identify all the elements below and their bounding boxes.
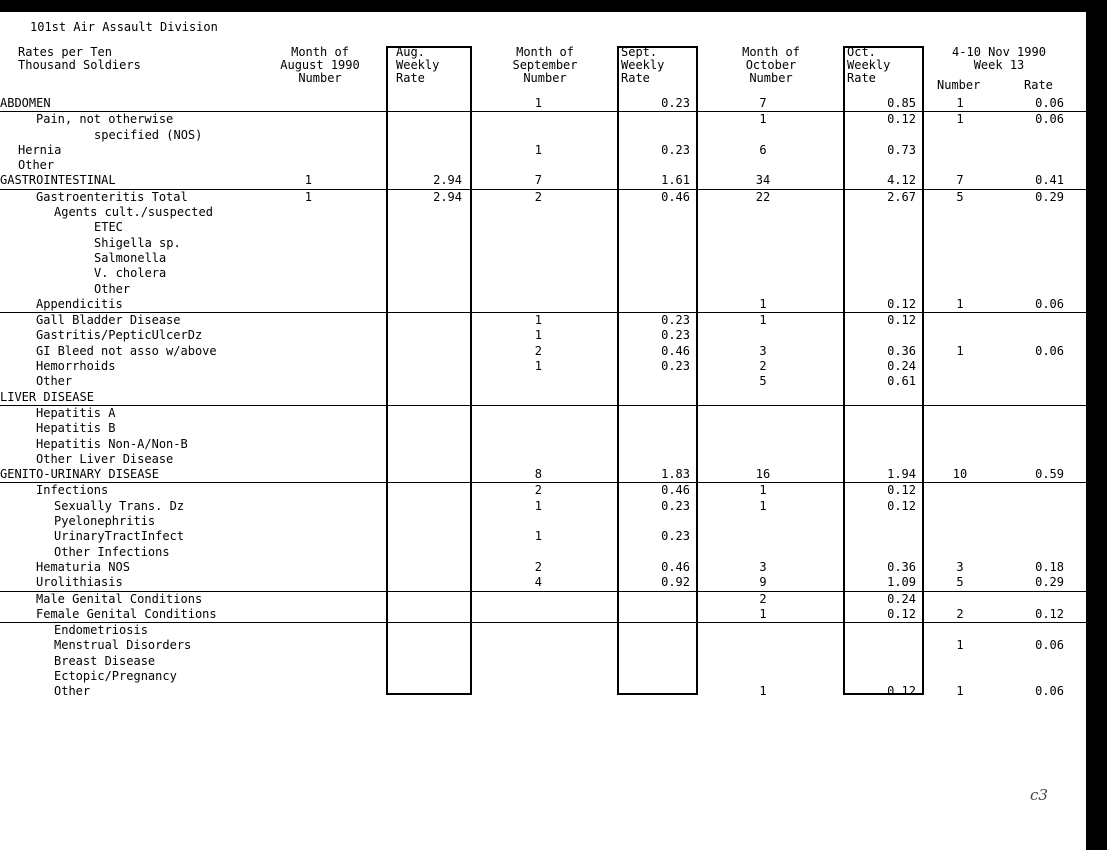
- row-label: Infections: [36, 483, 109, 498]
- row-label: ABDOMEN: [0, 96, 51, 110]
- cell-nov-rate: 0.06: [1035, 343, 1064, 358]
- table-row: [0, 607, 1086, 623]
- row-label: Endometriosis: [54, 623, 148, 638]
- row-label: Ectopic/Pregnancy: [54, 668, 177, 683]
- cell-sep-num: 2: [534, 559, 542, 574]
- cell-nov-num: 3: [956, 559, 964, 574]
- cell-oct-num: 6: [759, 142, 767, 157]
- row-label: Other Infections: [54, 544, 170, 559]
- cell-oct-rate: 0.12: [887, 684, 916, 699]
- row-label: Hemorrhoids: [36, 359, 116, 374]
- cell-oct-num: 5: [759, 374, 767, 389]
- cell-sep-rate: 0.46: [661, 559, 690, 574]
- cell-sep-num: 1: [534, 96, 542, 110]
- cell-nov-rate: 0.06: [1035, 96, 1064, 110]
- table-row: [0, 684, 1086, 699]
- table-row: [0, 96, 1086, 112]
- cell-oct-rate: 0.73: [887, 142, 916, 157]
- table-row: [0, 313, 1086, 328]
- cell-sep-rate: 0.46: [661, 483, 690, 498]
- header-nov-rate: Rate: [1024, 78, 1053, 92]
- cell-oct-rate: 0.12: [887, 296, 916, 311]
- row-label: GI Bleed not asso w/above: [36, 343, 217, 358]
- cell-oct-rate: 0.12: [887, 112, 916, 127]
- cell-sep-rate: 0.23: [661, 529, 690, 544]
- table-row: [0, 467, 1086, 483]
- table-row: [0, 499, 1086, 514]
- cell-oct-num: 3: [759, 343, 767, 358]
- table-row: [0, 421, 1086, 436]
- table-row: [0, 575, 1086, 591]
- cell-oct-num: 1: [759, 483, 767, 498]
- cell-sep-num: 2: [534, 189, 542, 204]
- cell-oct-num: 2: [759, 359, 767, 374]
- cell-nov-num: 1: [956, 96, 964, 110]
- table-row: [0, 374, 1086, 389]
- header-nov-title: 4-10 Nov 1990 Week 13: [952, 45, 1046, 72]
- row-label: Hematuria NOS: [36, 559, 130, 574]
- header-oct-rate: Oct. Weekly Rate: [847, 45, 891, 85]
- cell-nov-num: 10: [952, 467, 968, 482]
- cell-nov-num: 7: [956, 173, 964, 188]
- table-row: [0, 390, 1086, 406]
- row-label: Breast Disease: [54, 653, 156, 668]
- scan-top-border: [0, 0, 1107, 12]
- table-row: [0, 143, 1086, 158]
- cell-oct-num: 1: [759, 606, 767, 621]
- cell-oct-num: 3: [759, 559, 767, 574]
- cell-nov-rate: 0.06: [1035, 684, 1064, 699]
- row-label: Hepatitis B: [36, 421, 116, 436]
- cell-oct-rate: 0.12: [887, 498, 916, 513]
- table-row: [0, 560, 1086, 575]
- cell-oct-rate: 0.24: [887, 591, 916, 606]
- table-row: [0, 406, 1086, 421]
- table-row: [0, 452, 1086, 467]
- row-label: Hepatitis A: [36, 405, 116, 420]
- cell-nov-num: 5: [956, 189, 964, 204]
- cell-nov-rate: 0.18: [1035, 559, 1064, 574]
- cell-nov-rate: 0.41: [1035, 173, 1064, 188]
- header-sep-number: Month of September Number: [512, 45, 578, 85]
- row-label: ETEC: [94, 220, 123, 235]
- cell-oct-num: 9: [759, 575, 767, 590]
- table-row: [0, 297, 1086, 313]
- cell-sep-num: 2: [534, 483, 542, 498]
- cell-nov-num: 1: [956, 684, 964, 699]
- cell-oct-num: 1: [759, 498, 767, 513]
- table-row: [0, 344, 1086, 359]
- table-row: [0, 623, 1086, 638]
- row-label: Salmonella: [94, 250, 167, 265]
- row-label: GENITO-URINARY DISEASE: [0, 467, 159, 482]
- cell-oct-rate: 0.12: [887, 606, 916, 621]
- cell-oct-rate: 0.36: [887, 559, 916, 574]
- row-label: Agents cult./suspected: [54, 205, 213, 220]
- cell-sep-rate: 0.23: [661, 328, 690, 343]
- cell-nov-rate: 0.06: [1035, 112, 1064, 127]
- table-row: [0, 359, 1086, 374]
- cell-oct-num: 22: [755, 189, 771, 204]
- cell-nov-num: 1: [956, 296, 964, 311]
- table-row: [0, 220, 1086, 235]
- header-nov-number: Number: [937, 78, 981, 92]
- row-label: GASTROINTESTINAL: [0, 173, 116, 188]
- table-row: [0, 669, 1086, 684]
- cell-sep-rate: 0.23: [661, 313, 690, 328]
- table-row: [0, 205, 1086, 220]
- cell-sep-num: 1: [534, 529, 542, 544]
- row-label: Other: [54, 684, 91, 699]
- cell-sep-rate: 0.23: [661, 498, 690, 513]
- row-label: Other Liver Disease: [36, 451, 174, 466]
- cell-nov-rate: 0.29: [1035, 575, 1064, 590]
- table-row: [0, 266, 1086, 281]
- cell-sep-rate: 1.83: [661, 467, 690, 482]
- cell-oct-rate: 0.36: [887, 343, 916, 358]
- cell-oct-num: 1: [759, 112, 767, 127]
- cell-oct-num: 2: [759, 591, 767, 606]
- table-row: [0, 158, 1086, 173]
- cell-oct-num: 1: [759, 296, 767, 311]
- page-mark: c3: [1030, 786, 1048, 804]
- cell-sep-rate: 0.23: [661, 96, 690, 110]
- cell-sep-num: 1: [534, 328, 542, 343]
- cell-sep-rate: 1.61: [661, 173, 690, 188]
- row-label: Pain, not otherwise: [36, 112, 174, 127]
- table-row: [0, 545, 1086, 560]
- row-label: Sexually Trans. Dz: [54, 498, 185, 513]
- row-label: Pyelonephritis: [54, 514, 156, 529]
- cell-oct-num: 16: [755, 467, 771, 482]
- header-label: Rates per Ten Thousand Soldiers: [18, 45, 141, 72]
- header-oct-number: Month of October Number: [742, 45, 800, 85]
- cell-nov-rate: 0.06: [1035, 296, 1064, 311]
- table-row: [0, 282, 1086, 297]
- row-label: Gastritis/PepticUlcerDz: [36, 328, 203, 343]
- cell-sep-rate: 0.92: [661, 575, 690, 590]
- row-label: LIVER DISEASE: [0, 389, 94, 404]
- table-body: [0, 96, 1086, 700]
- cell-oct-rate: 0.12: [887, 483, 916, 498]
- table-row: [0, 128, 1086, 143]
- cell-aug-rate: 2.94: [433, 189, 462, 204]
- cell-sep-rate: 0.46: [661, 343, 690, 358]
- cell-nov-rate: 0.59: [1035, 467, 1064, 482]
- row-label: Other: [18, 158, 55, 173]
- table-row: [0, 529, 1086, 544]
- cell-sep-num: 1: [534, 359, 542, 374]
- row-label: Shigella sp.: [94, 235, 181, 250]
- row-label: Hepatitis Non-A/Non-B: [36, 436, 188, 451]
- header-aug-number: Month of August 1990 Number: [280, 45, 360, 85]
- row-label: Other: [36, 374, 73, 389]
- cell-sep-num: 4: [534, 575, 542, 590]
- row-label: Gall Bladder Disease: [36, 313, 181, 328]
- table-row: [0, 514, 1086, 529]
- cell-nov-num: 1: [956, 638, 964, 653]
- cell-oct-rate: 0.24: [887, 359, 916, 374]
- unit-title: 101st Air Assault Division: [30, 20, 218, 34]
- row-label: Urolithiasis: [36, 575, 123, 590]
- row-label: UrinaryTractInfect: [54, 529, 185, 544]
- cell-nov-rate: 0.06: [1035, 638, 1064, 653]
- cell-nov-rate: 0.29: [1035, 189, 1064, 204]
- cell-aug-num: 1: [304, 173, 312, 188]
- cell-oct-rate: 0.12: [887, 313, 916, 328]
- table-row: [0, 592, 1086, 607]
- cell-sep-num: 8: [534, 467, 542, 482]
- row-label: Male Genital Conditions: [36, 591, 203, 606]
- cell-oct-rate: 0.61: [887, 374, 916, 389]
- table-row: [0, 483, 1086, 498]
- table-row: [0, 437, 1086, 452]
- scan-right-border: [1086, 0, 1107, 850]
- row-label: Female Genital Conditions: [36, 606, 217, 621]
- table-row: [0, 236, 1086, 251]
- cell-sep-num: 1: [534, 142, 542, 157]
- cell-nov-num: 1: [956, 112, 964, 127]
- cell-sep-rate: 0.46: [661, 189, 690, 204]
- cell-sep-rate: 0.23: [661, 142, 690, 157]
- cell-oct-num: 34: [755, 173, 771, 188]
- cell-nov-rate: 0.12: [1035, 606, 1064, 621]
- table-row: [0, 112, 1086, 127]
- table-row: [0, 251, 1086, 266]
- table-row: [0, 328, 1086, 343]
- header-aug-rate: Aug. Weekly Rate: [396, 45, 440, 85]
- row-label: Appendicitis: [36, 296, 123, 311]
- table-row: [0, 190, 1086, 205]
- table-row: [0, 654, 1086, 669]
- header-sep-rate: Sept. Weekly Rate: [621, 45, 665, 85]
- cell-oct-num: 1: [759, 684, 767, 699]
- row-label: Hernia: [18, 142, 62, 157]
- table-row: [0, 173, 1086, 189]
- row-label: Other: [94, 281, 131, 296]
- cell-sep-num: 1: [534, 313, 542, 328]
- cell-nov-num: 1: [956, 343, 964, 358]
- cell-oct-num: 1: [759, 313, 767, 328]
- table-row: [0, 638, 1086, 653]
- cell-sep-num: 7: [534, 173, 542, 188]
- cell-nov-num: 5: [956, 575, 964, 590]
- row-label: Gastroenteritis Total: [36, 189, 188, 204]
- cell-nov-num: 2: [956, 606, 964, 621]
- cell-aug-rate: 2.94: [433, 173, 462, 188]
- cell-oct-rate: 4.12: [887, 173, 916, 188]
- cell-oct-rate: 1.94: [887, 467, 916, 482]
- cell-sep-num: 1: [534, 498, 542, 513]
- cell-oct-rate: 2.67: [887, 189, 916, 204]
- row-label: V. cholera: [94, 266, 167, 281]
- cell-aug-num: 1: [304, 189, 312, 204]
- row-label: Menstrual Disorders: [54, 638, 192, 653]
- cell-oct-num: 7: [759, 96, 767, 110]
- cell-oct-rate: 1.09: [887, 575, 916, 590]
- cell-sep-rate: 0.23: [661, 359, 690, 374]
- row-label: specified (NOS): [94, 127, 203, 142]
- cell-oct-rate: 0.85: [887, 96, 916, 110]
- cell-sep-num: 2: [534, 343, 542, 358]
